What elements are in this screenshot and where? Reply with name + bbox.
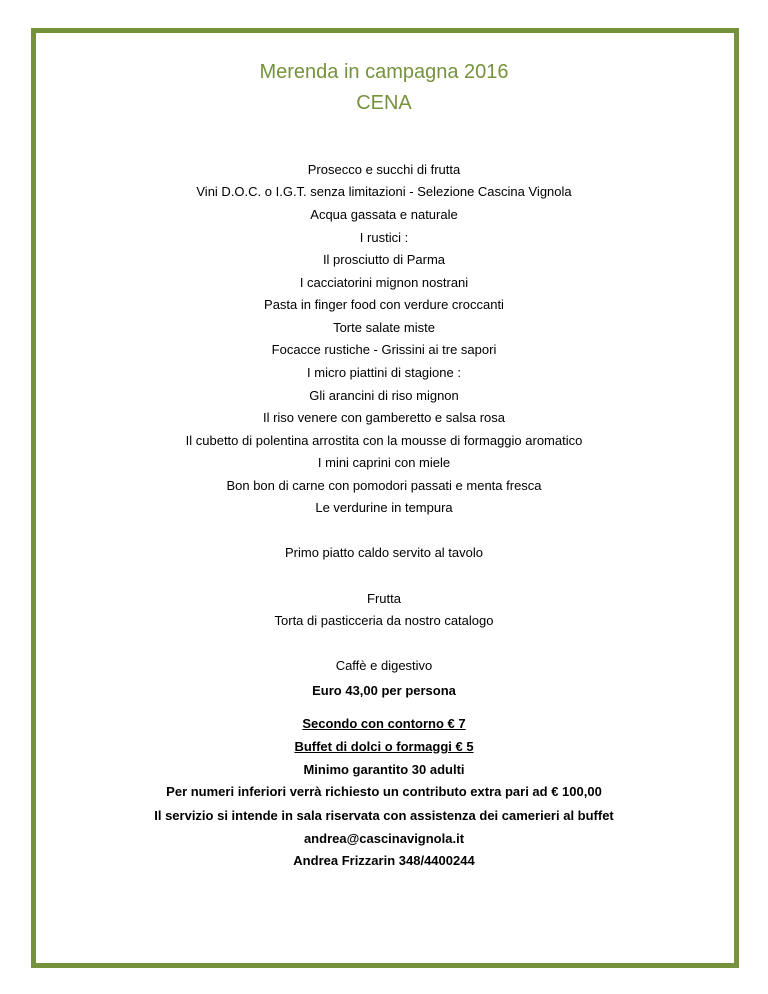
caffe: Caffè e digestivo bbox=[335, 658, 433, 673]
micro-item: I mini caprini con miele bbox=[317, 455, 451, 470]
micro-item: Bon bon di carne con pomodori passati e menta fresca bbox=[226, 478, 542, 493]
primo-piatto: Primo piatto caldo servito al tavolo bbox=[285, 545, 483, 560]
drink-item-wine: Vini D.O.C. o I.G.T. senza limitazioni - Selezione Cascina Vignola bbox=[196, 184, 572, 199]
rustici-item: I cacciatorini mignon nostrani bbox=[299, 275, 469, 290]
torta: Torta di pasticceria da nostro catalogo bbox=[274, 613, 494, 628]
rustici-item: Focacce rustiche - Grissini ai tre sapori bbox=[271, 342, 497, 357]
micro-item: Il cubetto di polentina arrostita con la mousse di formaggio aromatico bbox=[185, 433, 583, 448]
rustici-item: Torte salate miste bbox=[333, 320, 435, 335]
micro-item: Le verdurine in tempura bbox=[315, 500, 453, 515]
rustici-item: Pasta in finger food con verdure croccanti bbox=[264, 297, 504, 312]
contact-email: andrea@cascinavignola.it bbox=[303, 831, 465, 846]
extra-buffet: Buffet di dolci o formaggi € 5 bbox=[294, 739, 474, 754]
extra-secondo: Secondo con contorno € 7 bbox=[302, 716, 466, 731]
price-per-person: Euro 43,00 per persona bbox=[312, 683, 456, 698]
servizio-note: Il servizio si intende in sala riservata con assistenza dei camerieri al buffet bbox=[154, 808, 614, 823]
rustici-heading: I rustici : bbox=[359, 230, 409, 245]
rustici-item: Il prosciutto di Parma bbox=[322, 252, 446, 267]
menu-subtitle: CENA bbox=[356, 92, 412, 114]
micro-item: Gli arancini di riso mignon bbox=[309, 388, 459, 403]
micro-item: Il riso venere con gamberetto e salsa rosa bbox=[262, 410, 506, 425]
contact-name-phone: Andrea Frizzarin 348/4400244 bbox=[293, 853, 475, 868]
micro-heading: I micro piattini di stagione : bbox=[307, 365, 461, 380]
menu-title: Merenda in campagna 2016 bbox=[259, 61, 509, 83]
minimo-garantito: Minimo garantito 30 adulti bbox=[303, 762, 465, 777]
drink-item-prosecco: Prosecco e succhi di frutta bbox=[307, 162, 461, 177]
frutta: Frutta bbox=[367, 591, 401, 606]
numeri-inferiori-note: Per numeri inferiori verrà richiesto un contributo extra pari ad € 100,00 bbox=[166, 784, 602, 799]
drink-item-water: Acqua gassata e naturale bbox=[310, 207, 458, 222]
